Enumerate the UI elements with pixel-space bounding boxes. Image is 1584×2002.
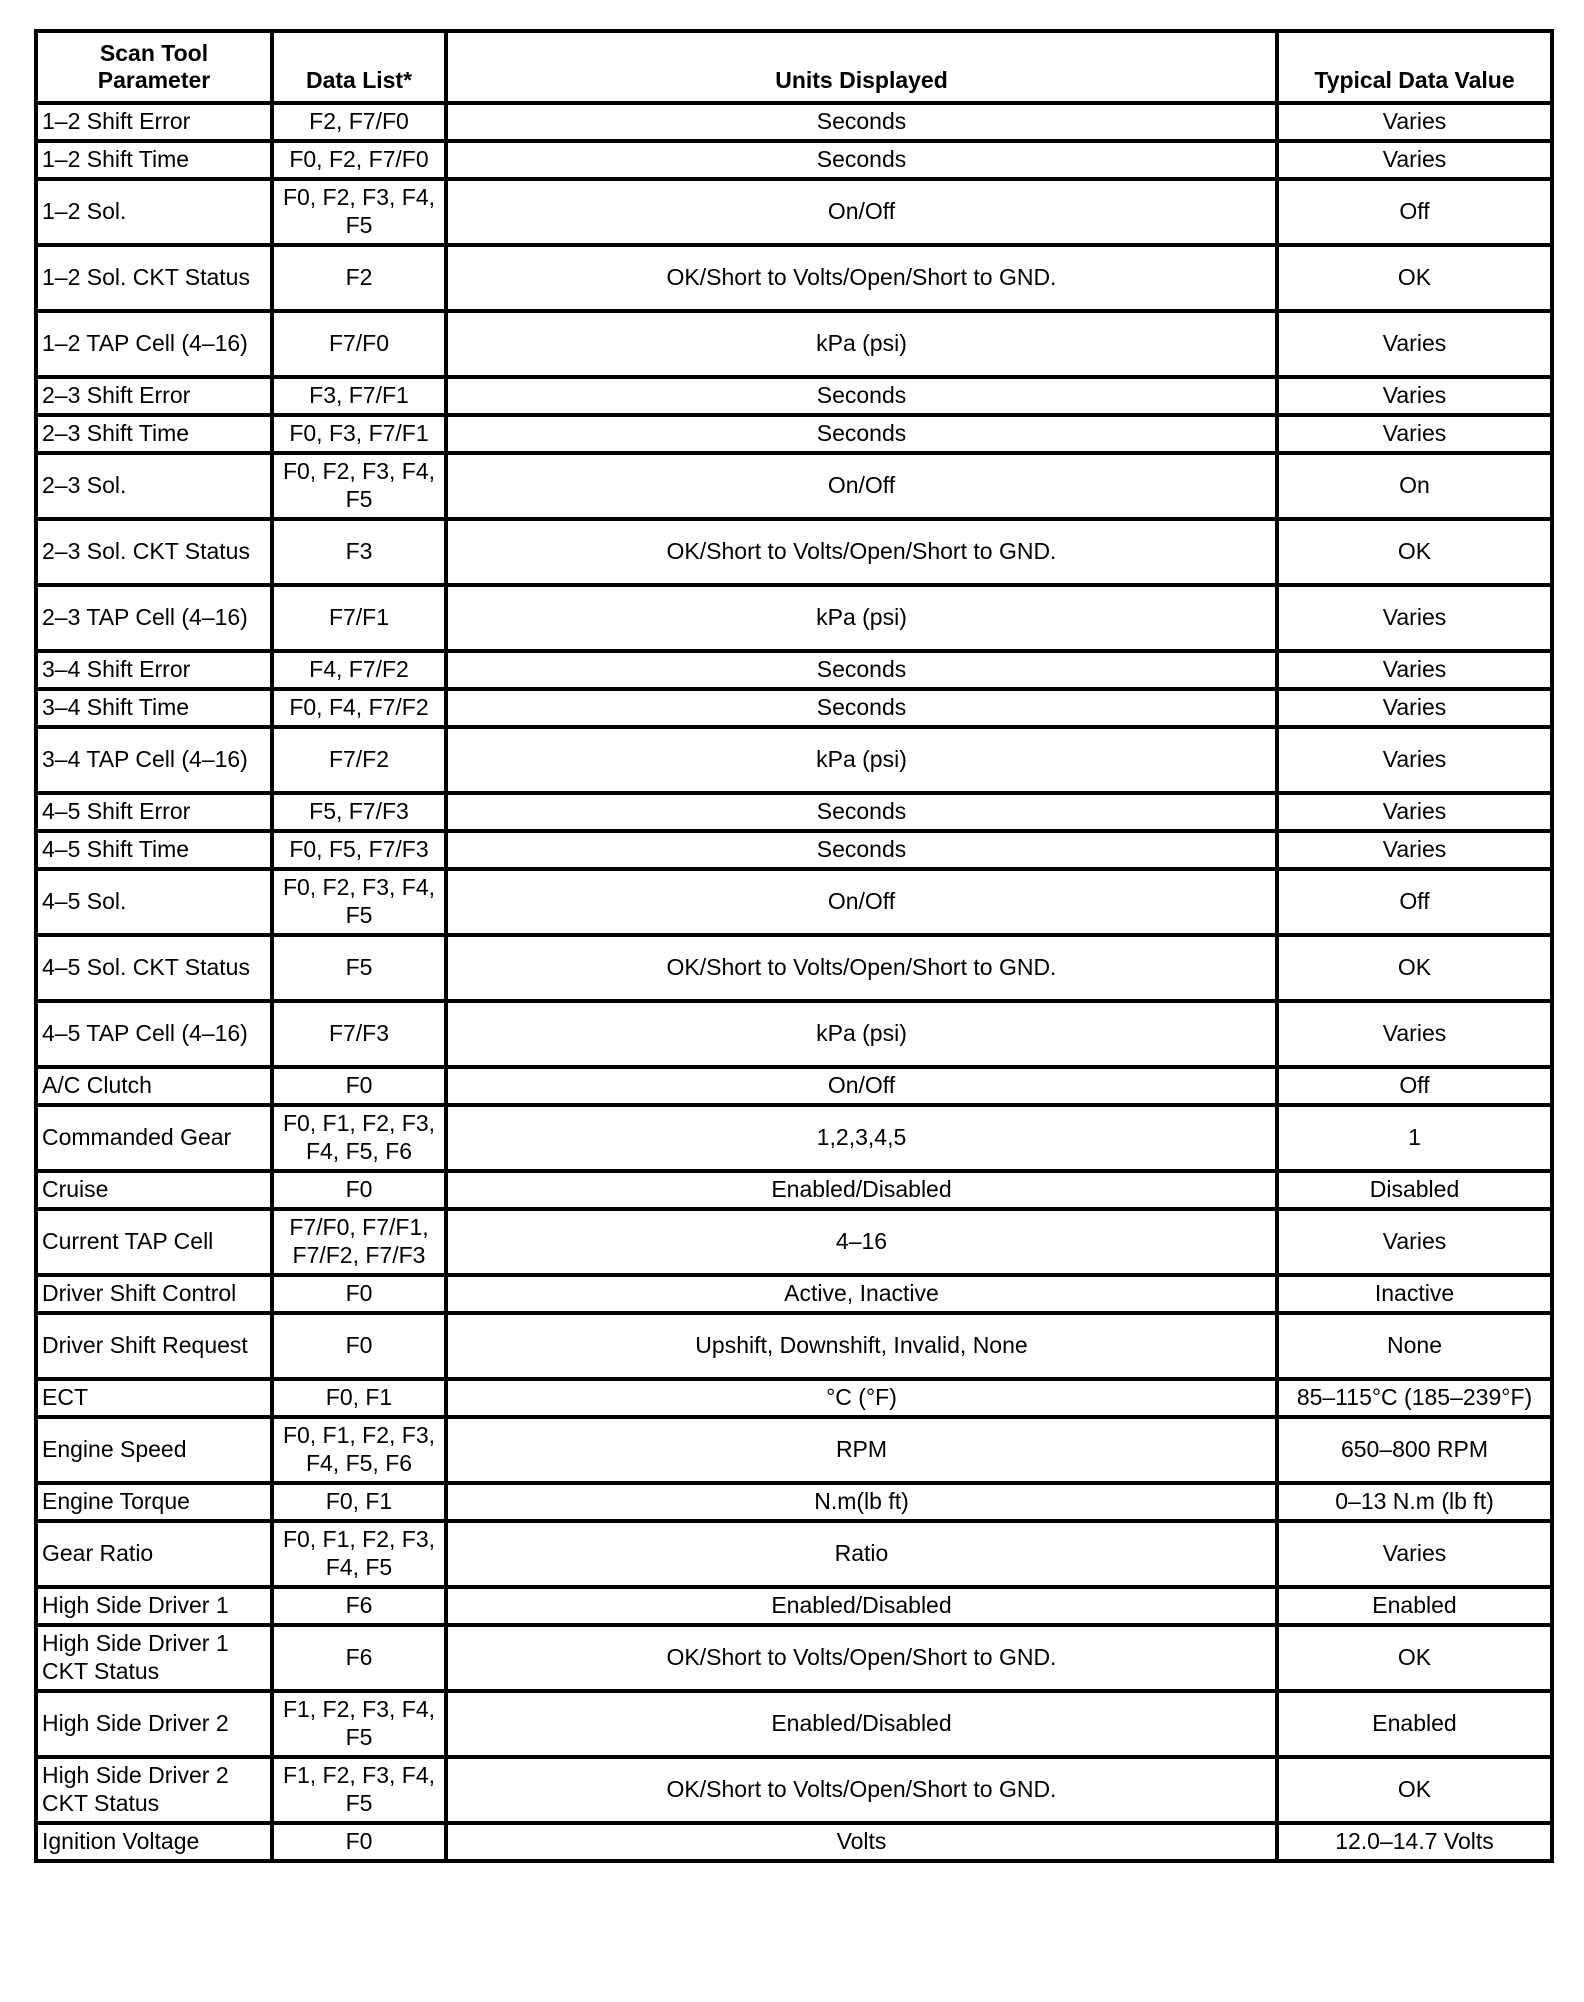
cell-typical-data-value: 650–800 RPM: [1277, 1417, 1552, 1483]
table-row: [36, 1313, 1552, 1379]
cell-typical-data-value: Varies: [1277, 1521, 1552, 1587]
cell-units-displayed: Seconds: [446, 415, 1277, 453]
cell-units-displayed: Seconds: [446, 377, 1277, 415]
table-row: [36, 311, 1552, 377]
cell-typical-data-value: Enabled: [1277, 1691, 1552, 1757]
cell-parameter: 2–3 Sol. CKT Status: [36, 519, 272, 585]
cell-typical-data-value: Inactive: [1277, 1275, 1552, 1313]
cell-units-displayed: Ratio: [446, 1521, 1277, 1587]
table-row: [36, 1691, 1552, 1757]
cell-data-list: F5, F7/F3: [272, 793, 446, 831]
cell-parameter: 3–4 Shift Error: [36, 651, 272, 689]
cell-units-displayed: kPa (psi): [446, 727, 1277, 793]
table-row: [36, 1171, 1552, 1209]
cell-units-displayed: Seconds: [446, 103, 1277, 141]
cell-data-list: F0, F1, F2, F3, F4, F5: [272, 1521, 446, 1587]
cell-parameter: Driver Shift Control: [36, 1275, 272, 1313]
cell-parameter: High Side Driver 1: [36, 1587, 272, 1625]
table-row: [36, 245, 1552, 311]
cell-units-displayed: Seconds: [446, 793, 1277, 831]
cell-data-list: F1, F2, F3, F4, F5: [272, 1691, 446, 1757]
table-row: [36, 1275, 1552, 1313]
cell-typical-data-value: Varies: [1277, 689, 1552, 727]
table-row: [36, 793, 1552, 831]
table-row: [36, 1067, 1552, 1105]
cell-units-displayed: OK/Short to Volts/Open/Short to GND.: [446, 935, 1277, 1001]
table-row: [36, 1105, 1552, 1171]
cell-data-list: F5: [272, 935, 446, 1001]
cell-units-displayed: On/Off: [446, 869, 1277, 935]
cell-parameter: High Side Driver 2 CKT Status: [36, 1757, 272, 1823]
cell-typical-data-value: 85–115°C (185–239°F): [1277, 1379, 1552, 1417]
cell-units-displayed: 1,2,3,4,5: [446, 1105, 1277, 1171]
table-row: [36, 651, 1552, 689]
table-row: [36, 453, 1552, 519]
cell-units-displayed: On/Off: [446, 1067, 1277, 1105]
cell-parameter: 4–5 Shift Time: [36, 831, 272, 869]
cell-data-list: F0, F1: [272, 1483, 446, 1521]
cell-typical-data-value: Varies: [1277, 377, 1552, 415]
cell-data-list: F0, F1, F2, F3, F4, F5, F6: [272, 1105, 446, 1171]
cell-typical-data-value: Varies: [1277, 311, 1552, 377]
table-row: [36, 1379, 1552, 1417]
cell-parameter: 1–2 TAP Cell (4–16): [36, 311, 272, 377]
cell-typical-data-value: OK: [1277, 935, 1552, 1001]
cell-data-list: F2, F7/F0: [272, 103, 446, 141]
cell-data-list: F0, F1: [272, 1379, 446, 1417]
table-row: [36, 1521, 1552, 1587]
cell-data-list: F7/F0, F7/F1, F7/F2, F7/F3: [272, 1209, 446, 1275]
cell-data-list: F7/F2: [272, 727, 446, 793]
cell-typical-data-value: 1: [1277, 1105, 1552, 1171]
cell-data-list: F0: [272, 1823, 446, 1861]
cell-typical-data-value: None: [1277, 1313, 1552, 1379]
cell-data-list: F0: [272, 1313, 446, 1379]
cell-typical-data-value: Enabled: [1277, 1587, 1552, 1625]
cell-typical-data-value: 0–13 N.m (lb ft): [1277, 1483, 1552, 1521]
table-row: [36, 1757, 1552, 1823]
cell-typical-data-value: OK: [1277, 519, 1552, 585]
table-row: [36, 179, 1552, 245]
table-row: [36, 1587, 1552, 1625]
cell-typical-data-value: OK: [1277, 1625, 1552, 1691]
cell-data-list: F2: [272, 245, 446, 311]
cell-typical-data-value: Varies: [1277, 727, 1552, 793]
table-row: [36, 585, 1552, 651]
cell-typical-data-value: Varies: [1277, 103, 1552, 141]
cell-typical-data-value: Varies: [1277, 141, 1552, 179]
header-units-displayed: Units Displayed: [446, 31, 1277, 103]
cell-data-list: F0, F2, F3, F4, F5: [272, 869, 446, 935]
cell-units-displayed: OK/Short to Volts/Open/Short to GND.: [446, 1757, 1277, 1823]
cell-units-displayed: kPa (psi): [446, 1001, 1277, 1067]
cell-units-displayed: Seconds: [446, 689, 1277, 727]
cell-units-displayed: Seconds: [446, 651, 1277, 689]
cell-typical-data-value: Varies: [1277, 1001, 1552, 1067]
cell-typical-data-value: Varies: [1277, 793, 1552, 831]
cell-data-list: F0: [272, 1171, 446, 1209]
cell-data-list: F7/F0: [272, 311, 446, 377]
cell-units-displayed: Seconds: [446, 141, 1277, 179]
cell-units-displayed: Seconds: [446, 831, 1277, 869]
cell-units-displayed: kPa (psi): [446, 585, 1277, 651]
cell-parameter: Current TAP Cell: [36, 1209, 272, 1275]
cell-units-displayed: 4–16: [446, 1209, 1277, 1275]
cell-typical-data-value: Varies: [1277, 1209, 1552, 1275]
cell-parameter: 2–3 Shift Time: [36, 415, 272, 453]
cell-units-displayed: On/Off: [446, 453, 1277, 519]
cell-typical-data-value: Varies: [1277, 651, 1552, 689]
cell-parameter: 1–2 Sol.: [36, 179, 272, 245]
cell-typical-data-value: Varies: [1277, 831, 1552, 869]
cell-data-list: F6: [272, 1587, 446, 1625]
header-typical-data-value: Typical Data Value: [1277, 31, 1552, 103]
cell-parameter: Engine Speed: [36, 1417, 272, 1483]
cell-typical-data-value: 12.0–14.7 Volts: [1277, 1823, 1552, 1861]
cell-data-list: F0, F1, F2, F3, F4, F5, F6: [272, 1417, 446, 1483]
header-data-list: Data List*: [272, 31, 446, 103]
table-body: [36, 103, 1552, 1861]
cell-units-displayed: OK/Short to Volts/Open/Short to GND.: [446, 519, 1277, 585]
cell-typical-data-value: On: [1277, 453, 1552, 519]
table-row: [36, 689, 1552, 727]
cell-parameter: 2–3 Sol.: [36, 453, 272, 519]
cell-parameter: 2–3 TAP Cell (4–16): [36, 585, 272, 651]
cell-parameter: Commanded Gear: [36, 1105, 272, 1171]
cell-parameter: 4–5 Shift Error: [36, 793, 272, 831]
header-scan-tool-parameter: Scan Tool Parameter: [36, 31, 272, 103]
cell-parameter: Driver Shift Request: [36, 1313, 272, 1379]
cell-units-displayed: OK/Short to Volts/Open/Short to GND.: [446, 245, 1277, 311]
cell-parameter: 1–2 Sol. CKT Status: [36, 245, 272, 311]
cell-parameter: Ignition Voltage: [36, 1823, 272, 1861]
cell-parameter: A/C Clutch: [36, 1067, 272, 1105]
cell-parameter: High Side Driver 2: [36, 1691, 272, 1757]
scan-tool-data-table: [34, 29, 1554, 1863]
table-row: [36, 415, 1552, 453]
cell-units-displayed: N.m(lb ft): [446, 1483, 1277, 1521]
cell-typical-data-value: Varies: [1277, 415, 1552, 453]
table-row: [36, 519, 1552, 585]
table-row: [36, 1001, 1552, 1067]
cell-data-list: F1, F2, F3, F4, F5: [272, 1757, 446, 1823]
cell-data-list: F0, F3, F7/F1: [272, 415, 446, 453]
cell-units-displayed: Enabled/Disabled: [446, 1691, 1277, 1757]
cell-units-displayed: Volts: [446, 1823, 1277, 1861]
cell-data-list: F7/F1: [272, 585, 446, 651]
table-row: [36, 141, 1552, 179]
table-row: [36, 103, 1552, 141]
cell-units-displayed: Active, Inactive: [446, 1275, 1277, 1313]
table-row: [36, 1625, 1552, 1691]
cell-parameter: 4–5 TAP Cell (4–16): [36, 1001, 272, 1067]
table-header-row: [36, 31, 1552, 103]
cell-typical-data-value: Varies: [1277, 585, 1552, 651]
cell-parameter: Cruise: [36, 1171, 272, 1209]
cell-data-list: F3, F7/F1: [272, 377, 446, 415]
cell-data-list: F3: [272, 519, 446, 585]
cell-parameter: 1–2 Shift Error: [36, 103, 272, 141]
cell-parameter: 2–3 Shift Error: [36, 377, 272, 415]
cell-typical-data-value: Off: [1277, 179, 1552, 245]
table-row: [36, 869, 1552, 935]
cell-typical-data-value: OK: [1277, 245, 1552, 311]
cell-parameter: ECT: [36, 1379, 272, 1417]
table-row: [36, 727, 1552, 793]
table-row: [36, 1483, 1552, 1521]
cell-typical-data-value: Off: [1277, 869, 1552, 935]
cell-data-list: F0, F2, F3, F4, F5: [272, 453, 446, 519]
cell-parameter: 4–5 Sol.: [36, 869, 272, 935]
cell-data-list: F0, F2, F7/F0: [272, 141, 446, 179]
cell-data-list: F7/F3: [272, 1001, 446, 1067]
table-row: [36, 935, 1552, 1001]
cell-units-displayed: Enabled/Disabled: [446, 1587, 1277, 1625]
cell-parameter: 1–2 Shift Time: [36, 141, 272, 179]
cell-data-list: F0, F2, F3, F4, F5: [272, 179, 446, 245]
cell-parameter: 4–5 Sol. CKT Status: [36, 935, 272, 1001]
cell-typical-data-value: OK: [1277, 1757, 1552, 1823]
cell-units-displayed: Upshift, Downshift, Invalid, None: [446, 1313, 1277, 1379]
cell-parameter: High Side Driver 1 CKT Status: [36, 1625, 272, 1691]
cell-typical-data-value: Off: [1277, 1067, 1552, 1105]
cell-data-list: F6: [272, 1625, 446, 1691]
table-row: [36, 831, 1552, 869]
cell-parameter: 3–4 TAP Cell (4–16): [36, 727, 272, 793]
cell-data-list: F4, F7/F2: [272, 651, 446, 689]
cell-units-displayed: RPM: [446, 1417, 1277, 1483]
cell-data-list: F0, F5, F7/F3: [272, 831, 446, 869]
cell-data-list: F0: [272, 1067, 446, 1105]
table-row: [36, 377, 1552, 415]
cell-units-displayed: kPa (psi): [446, 311, 1277, 377]
cell-data-list: F0: [272, 1275, 446, 1313]
cell-parameter: Engine Torque: [36, 1483, 272, 1521]
table-row: [36, 1209, 1552, 1275]
cell-typical-data-value: Disabled: [1277, 1171, 1552, 1209]
cell-units-displayed: OK/Short to Volts/Open/Short to GND.: [446, 1625, 1277, 1691]
cell-parameter: Gear Ratio: [36, 1521, 272, 1587]
cell-units-displayed: °C (°F): [446, 1379, 1277, 1417]
cell-data-list: F0, F4, F7/F2: [272, 689, 446, 727]
cell-units-displayed: Enabled/Disabled: [446, 1171, 1277, 1209]
cell-units-displayed: On/Off: [446, 179, 1277, 245]
table-row: [36, 1823, 1552, 1861]
table-row: [36, 1417, 1552, 1483]
cell-parameter: 3–4 Shift Time: [36, 689, 272, 727]
